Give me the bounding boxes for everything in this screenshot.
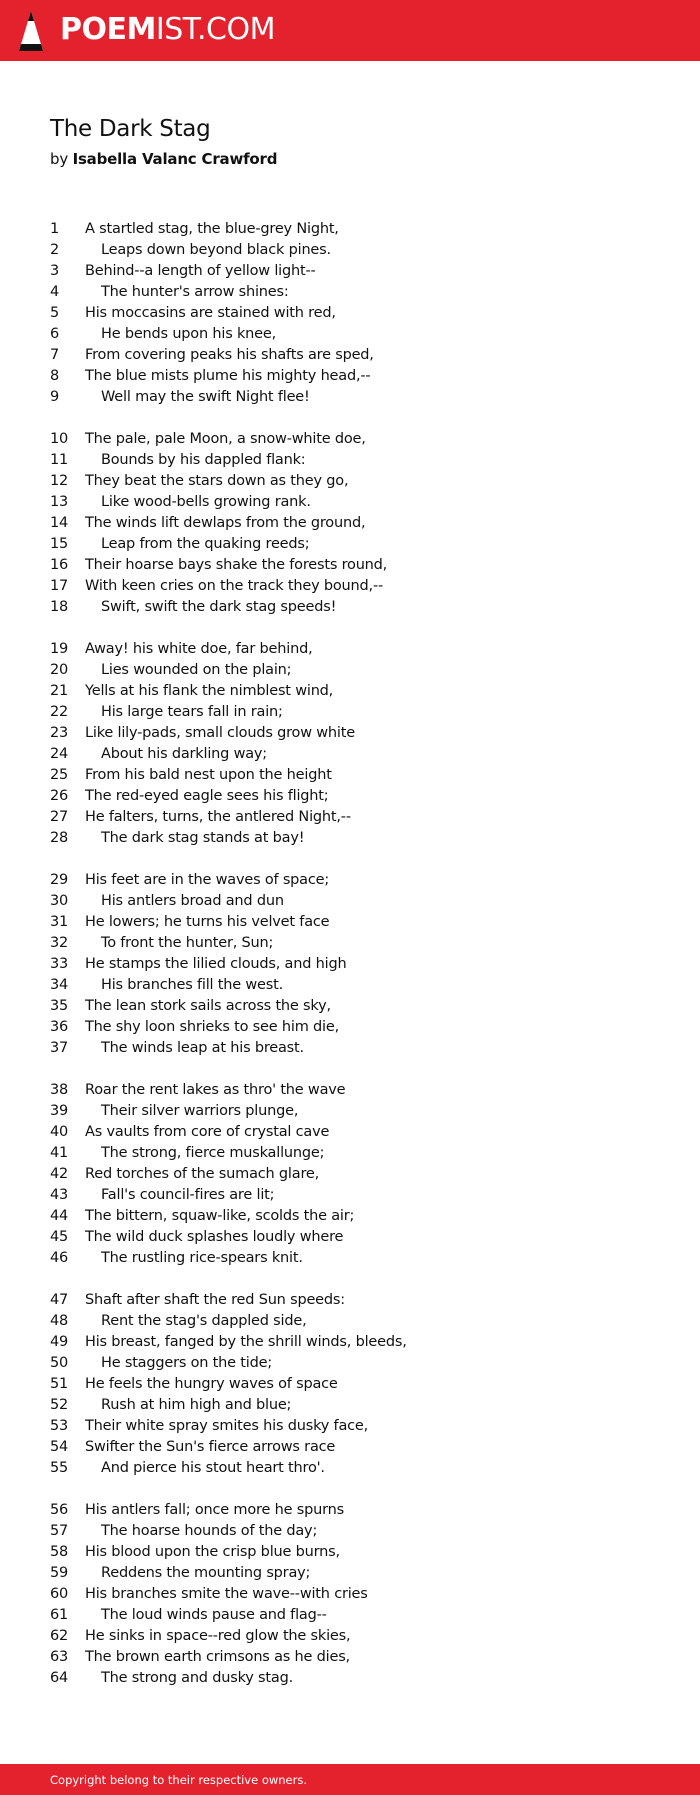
line-text: Lies wounded on the plain; — [101, 662, 292, 678]
poem-line — [50, 1584, 670, 1605]
site-header — [0, 0, 700, 61]
line-number: 56 — [50, 1502, 69, 1518]
line-number: 63 — [50, 1649, 69, 1665]
line-number: 14 — [50, 515, 69, 531]
line-text: The bittern, squaw-like, scolds the air; — [85, 1208, 355, 1224]
line-text: Leaps down beyond black pines. — [101, 242, 331, 258]
line-number: 19 — [50, 641, 69, 657]
poem-line — [50, 324, 670, 345]
line-number: 50 — [50, 1355, 69, 1371]
line-text: The winds leap at his breast. — [101, 1040, 304, 1056]
poem-line — [50, 933, 670, 954]
poem-line — [50, 366, 670, 387]
poem-line — [50, 597, 670, 618]
line-text: His blood upon the crisp blue burns, — [85, 1544, 340, 1560]
poem-line — [50, 282, 670, 303]
line-text: His branches smite the wave--with cries — [85, 1586, 368, 1602]
line-number: 4 — [50, 284, 60, 300]
line-number: 9 — [50, 389, 60, 405]
line-number: 35 — [50, 998, 69, 1014]
poem-line — [50, 681, 670, 702]
poem-line — [50, 303, 670, 324]
line-number: 62 — [50, 1628, 69, 1644]
line-number: 57 — [50, 1523, 69, 1539]
line-text: His feet are in the waves of space; — [85, 872, 330, 888]
poem-line — [50, 744, 670, 765]
line-number: 49 — [50, 1334, 69, 1350]
line-number: 15 — [50, 536, 69, 552]
line-number: 43 — [50, 1187, 69, 1203]
line-text: The rustling rice-spears knit. — [101, 1250, 303, 1266]
line-text: They beat the stars down as they go, — [85, 473, 349, 489]
line-number: 5 — [50, 305, 60, 321]
line-text: Their white spray smites his dusky face, — [85, 1418, 369, 1434]
poem-line — [50, 660, 670, 681]
poem-body — [50, 219, 670, 1689]
line-text: Behind--a length of yellow light-- — [85, 263, 316, 279]
poem-line — [50, 1542, 670, 1563]
line-number: 3 — [50, 263, 60, 279]
poem-line — [50, 1101, 670, 1122]
line-number: 33 — [50, 956, 69, 972]
line-number: 31 — [50, 914, 69, 930]
brand-light: IST.COM — [155, 12, 275, 47]
poem-line — [50, 954, 670, 975]
poem-line — [50, 513, 670, 534]
poem-line — [50, 1626, 670, 1647]
line-text: About his darkling way; — [101, 746, 267, 762]
line-text: The shy loon shrieks to see him die, — [85, 1019, 339, 1035]
line-number: 38 — [50, 1082, 69, 1098]
poem-line — [50, 240, 670, 261]
line-number: 44 — [50, 1208, 69, 1224]
line-number: 36 — [50, 1019, 69, 1035]
line-number: 20 — [50, 662, 69, 678]
line-number: 46 — [50, 1250, 69, 1266]
line-number: 37 — [50, 1040, 69, 1056]
line-number: 12 — [50, 473, 69, 489]
poem-line — [50, 1605, 670, 1626]
poem-line — [50, 1164, 670, 1185]
poem-line — [50, 1521, 670, 1542]
line-text: As vaults from core of crystal cave — [85, 1124, 330, 1140]
line-text: He feels the hungry waves of space — [85, 1376, 338, 1392]
line-number: 16 — [50, 557, 69, 573]
line-text: The pale, pale Moon, a snow-white doe, — [85, 431, 366, 447]
line-text: Their silver warriors plunge, — [101, 1103, 299, 1119]
poem-line — [50, 1017, 670, 1038]
line-text: The hoarse hounds of the day; — [101, 1523, 318, 1539]
line-number: 30 — [50, 893, 69, 909]
line-text: Like wood-bells growing rank. — [101, 494, 311, 510]
line-text: Reddens the mounting spray; — [101, 1565, 311, 1581]
line-text: From his bald nest upon the height — [85, 767, 332, 783]
line-text: Red torches of the sumach glare, — [85, 1166, 320, 1182]
line-text: Bounds by his dappled flank: — [101, 452, 306, 468]
poem-line — [50, 1248, 670, 1269]
line-text: Away! his white doe, far behind, — [85, 641, 313, 657]
poem-line — [50, 1143, 670, 1164]
line-text: The brown earth crimsons as he dies, — [85, 1649, 350, 1665]
poem-line — [50, 996, 670, 1017]
line-number: 60 — [50, 1586, 69, 1602]
line-text: The wild duck splashes loudly where — [85, 1229, 344, 1245]
line-number: 29 — [50, 872, 69, 888]
poem-line — [50, 261, 670, 282]
line-text: With keen cries on the track they bound,-- — [85, 578, 384, 594]
line-number: 27 — [50, 809, 69, 825]
line-text: His large tears fall in rain; — [101, 704, 283, 720]
poem-line — [50, 1353, 670, 1374]
line-number: 51 — [50, 1376, 69, 1392]
poem-line — [50, 1647, 670, 1668]
poem-line — [50, 429, 670, 450]
line-number: 7 — [50, 347, 60, 363]
poem-line — [50, 828, 670, 849]
line-number: 21 — [50, 683, 69, 699]
line-number: 11 — [50, 452, 69, 468]
poem-line — [50, 1416, 670, 1437]
line-text: His breast, fanged by the shrill winds, bleeds, — [85, 1334, 407, 1350]
line-text: To front the hunter, Sun; — [101, 935, 274, 951]
line-number: 26 — [50, 788, 69, 804]
line-text: The red-eyed eagle sees his flight; — [85, 788, 329, 804]
line-number: 58 — [50, 1544, 69, 1560]
poem-line — [50, 555, 670, 576]
poem-line — [50, 1395, 670, 1416]
poem-line — [50, 870, 670, 891]
poem-line — [50, 765, 670, 786]
line-number: 13 — [50, 494, 69, 510]
line-number: 1 — [50, 221, 60, 237]
poem-line — [50, 219, 670, 240]
line-number: 32 — [50, 935, 69, 951]
line-text: A startled stag, the blue-grey Night, — [85, 221, 339, 237]
line-text: Leap from the quaking reeds; — [101, 536, 310, 552]
line-text: Shaft after shaft the red Sun speeds: — [85, 1292, 345, 1308]
line-text: His branches fill the west. — [101, 977, 284, 993]
line-text: He lowers; he turns his velvet face — [85, 914, 330, 930]
line-number: 2 — [50, 242, 60, 258]
line-number: 41 — [50, 1145, 69, 1161]
line-text: Swifter the Sun's fierce arrows race — [85, 1439, 336, 1455]
poem-line — [50, 1185, 670, 1206]
poem-line — [50, 702, 670, 723]
poem-line — [50, 723, 670, 744]
poem-line — [50, 1227, 670, 1248]
line-number: 18 — [50, 599, 69, 615]
author-name: Isabella Valanc Crawford — [72, 150, 278, 168]
line-number: 24 — [50, 746, 69, 762]
poem-line — [50, 1458, 670, 1479]
line-text: Swift, swift the dark stag speeds! — [101, 599, 337, 615]
line-number: 54 — [50, 1439, 69, 1455]
line-text: He staggers on the tide; — [101, 1355, 273, 1371]
line-text: Yells at his flank the nimblest wind, — [85, 683, 334, 699]
line-number: 40 — [50, 1124, 69, 1140]
line-number: 48 — [50, 1313, 69, 1329]
line-number: 45 — [50, 1229, 69, 1245]
line-text: The blue mists plume his mighty head,-- — [85, 368, 371, 384]
poem-line — [50, 576, 670, 597]
line-number: 42 — [50, 1166, 69, 1182]
line-number: 39 — [50, 1103, 69, 1119]
poem-line — [50, 1206, 670, 1227]
poem-line — [50, 1080, 670, 1101]
brand-bold: POEM — [60, 12, 156, 47]
line-number: 53 — [50, 1418, 69, 1434]
line-text: Like lily-pads, small clouds grow white — [85, 725, 355, 741]
line-text: The lean stork sails across the sky, — [85, 998, 331, 1014]
line-number: 17 — [50, 578, 69, 594]
poem-line — [50, 450, 670, 471]
copyright-text: Copyright belong to their respective owners. — [50, 1773, 308, 1787]
site-footer — [0, 1764, 700, 1795]
poem-line — [50, 786, 670, 807]
poem-line — [50, 1038, 670, 1059]
poem-line — [50, 1122, 670, 1143]
line-text: Well may the swift Night flee! — [101, 389, 310, 405]
poem-title: The Dark Stag — [50, 116, 211, 142]
poem-line — [50, 534, 670, 555]
poem-line — [50, 891, 670, 912]
line-text: Fall's council-fires are lit; — [101, 1187, 275, 1203]
line-text: And pierce his stout heart thro'. — [101, 1460, 325, 1476]
line-text: He falters, turns, the antlered Night,-- — [85, 809, 351, 825]
line-text: His antlers broad and dun — [101, 893, 284, 909]
poem-line — [50, 1437, 670, 1458]
line-number: 6 — [50, 326, 60, 342]
line-number: 22 — [50, 704, 69, 720]
line-text: He bends upon his knee, — [101, 326, 277, 342]
poem-line — [50, 1563, 670, 1584]
poem-line — [50, 1500, 670, 1521]
line-text: The loud winds pause and flag-- — [101, 1607, 327, 1623]
line-number: 47 — [50, 1292, 69, 1308]
poem-line — [50, 807, 670, 828]
site-logo-text[interactable] — [60, 11, 275, 49]
pencil-tip-icon[interactable] — [17, 10, 45, 52]
poem-line — [50, 1290, 670, 1311]
line-number: 34 — [50, 977, 69, 993]
poem-line — [50, 1374, 670, 1395]
line-number: 59 — [50, 1565, 69, 1581]
line-number: 28 — [50, 830, 69, 846]
line-text: He sinks in space--red glow the skies, — [85, 1628, 351, 1644]
line-text: Rush at him high and blue; — [101, 1397, 292, 1413]
poem-line — [50, 975, 670, 996]
poem-line — [50, 387, 670, 408]
poem-line — [50, 1332, 670, 1353]
poem-line — [50, 1668, 670, 1689]
line-number: 23 — [50, 725, 69, 741]
by-label: by — [50, 150, 68, 168]
line-number: 10 — [50, 431, 69, 447]
line-text: Rent the stag's dappled side, — [101, 1313, 307, 1329]
poem-line — [50, 471, 670, 492]
line-number: 52 — [50, 1397, 69, 1413]
poem-line — [50, 345, 670, 366]
line-text: His moccasins are stained with red, — [85, 305, 336, 321]
line-text: Their hoarse bays shake the forests round, — [85, 557, 388, 573]
line-text: The dark stag stands at bay! — [101, 830, 305, 846]
line-number: 61 — [50, 1607, 69, 1623]
line-number: 64 — [50, 1670, 69, 1686]
line-text: From covering peaks his shafts are sped, — [85, 347, 374, 363]
line-text: The strong and dusky stag. — [101, 1670, 293, 1686]
line-text: The winds lift dewlaps from the ground, — [85, 515, 366, 531]
line-number: 8 — [50, 368, 60, 384]
line-number: 25 — [50, 767, 69, 783]
poem-line — [50, 912, 670, 933]
poem-line — [50, 639, 670, 660]
line-text: He stamps the lilied clouds, and high — [85, 956, 347, 972]
line-text: The strong, fierce muskallunge; — [101, 1145, 325, 1161]
poem-line — [50, 492, 670, 513]
line-text: The hunter's arrow shines: — [101, 284, 289, 300]
line-text: Roar the rent lakes as thro' the wave — [85, 1082, 346, 1098]
poem-line — [50, 1311, 670, 1332]
line-text: His antlers fall; once more he spurns — [85, 1502, 344, 1518]
line-number: 55 — [50, 1460, 69, 1476]
byline — [50, 148, 277, 170]
